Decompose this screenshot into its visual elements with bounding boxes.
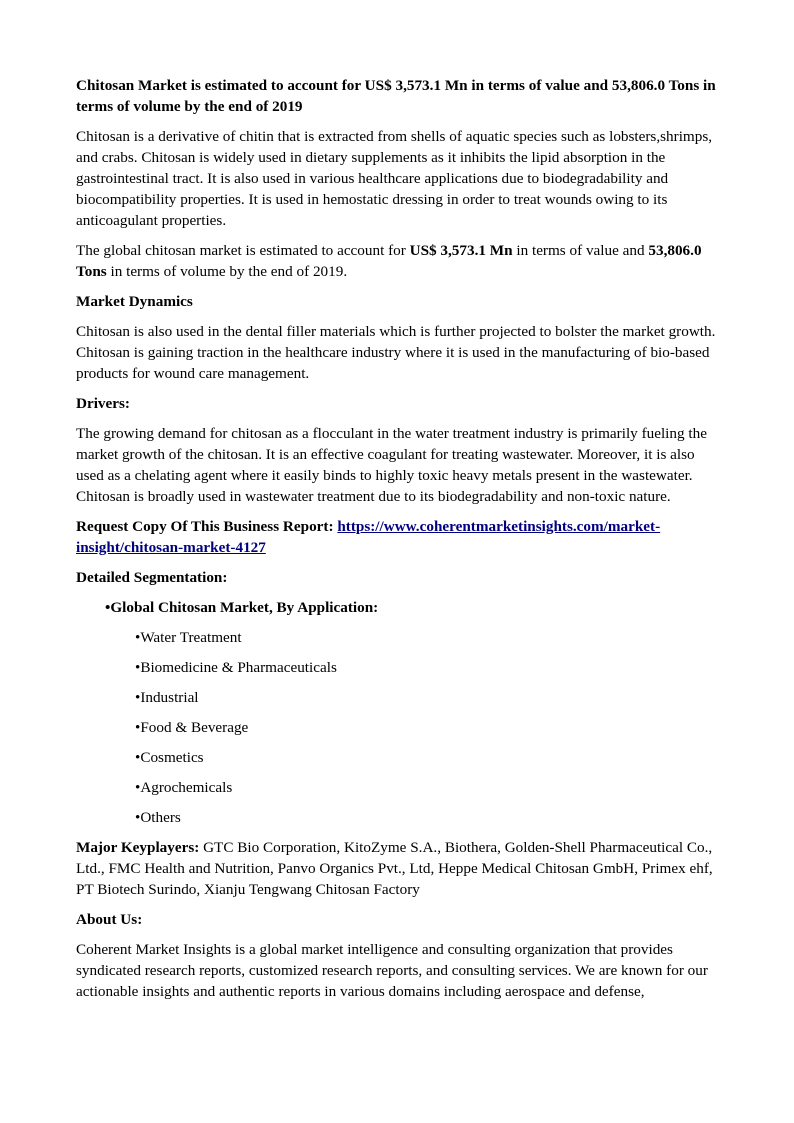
drivers-paragraph: The growing demand for chitosan as a flocculant in the water treatment industry is primarily fueling the market growth of the chitosan. It is an effective coagulant for treating wastewater. Moreover, it is also used as a chelating agent where it easily binds to highly toxic heavy metals present in the wastewater. Chitosan is broadly used in wastewater treatment due to its biodegradability and non-toxic nature. (76, 425, 707, 505)
global-suffix-text: in terms of volume by the end of 2019. (106, 263, 348, 280)
segmentation-item: •Agrochemicals (135, 779, 233, 796)
market-dynamics-paragraph: Chitosan is also used in the dental filler materials which is further projected to bolster the market growth. Chitosan is gaining traction in the healthcare industry where it is used in the manufacturing of bio-based products for wound care management. (76, 323, 716, 382)
global-prefix-text: The global chitosan market is estimated to account for (76, 242, 410, 259)
segmentation-item: •Water Treatment (135, 629, 242, 646)
keyplayers-paragraph (76, 837, 718, 900)
intro-paragraph: Chitosan is a derivative of chitin that is extracted from shells of aquatic species such as lobsters,shrimps, and crabs. Chitosan is widely used in dietary supplements as it inhibits the lipid absorption in the gastrointestinal tract. It is also used in various healthcare applications due to biodegradability and biocompatibility properties. It is used in hemostatic dressing in order to treat wounds owing to its anticoagulant properties. (76, 128, 713, 229)
global-middle-text: in terms of value and (512, 242, 649, 259)
document-page (76, 75, 718, 1011)
about-paragraph: Coherent Market Insights is a global market intelligence and consulting organization that provides syndicated research reports, customized research reports, and consulting services. We are known for our actionable insights and authentic reports in various domains including aerospace and defense, (76, 941, 708, 1000)
segmentation-item: •Cosmetics (135, 749, 204, 766)
keyplayers-label: Major Keyplayers: (76, 839, 200, 856)
segmentation-item: •Biomedicine & Pharmaceuticals (135, 659, 337, 676)
about-heading: About Us: (76, 911, 143, 928)
document-title: Chitosan Market is estimated to account for US$ 3,573.1 Mn in terms of value and 53,806.0 Tons in terms of volume by the end of 2019 (76, 77, 716, 115)
request-copy-label: Request Copy Of This Business Report: (76, 518, 338, 535)
global-market-paragraph (76, 240, 718, 282)
segmentation-group-title: •Global Chitosan Market, By Application: (105, 599, 379, 616)
drivers-heading: Drivers: (76, 395, 130, 412)
global-value-text: US$ 3,573.1 Mn (409, 242, 513, 259)
keyplayers-text: GTC Bio Corporation, KitoZyme S.A., Biothera, Golden-Shell Pharmaceutical Co., Ltd., FMC Health and Nutrition, Panvo Organics Pvt., Ltd, Heppe Medical Chitosan GmbH, Primex ehf, PT Biotech Surindo, Xianju Tengwang Chitosan Factory (76, 839, 713, 898)
global-volume-text: 53,806.0 Tons (76, 242, 702, 280)
segmentation-heading: Detailed Segmentation: (76, 569, 228, 586)
report-link[interactable]: https://www.coherentmarketinsights.com/market-insight/chitosan-market-4127 (76, 518, 661, 556)
market-dynamics-heading: Market Dynamics (76, 293, 193, 310)
segmentation-item: •Industrial (135, 689, 199, 706)
segmentation-item: •Others (135, 809, 181, 826)
request-copy-paragraph (76, 516, 718, 558)
segmentation-item: •Food & Beverage (135, 719, 249, 736)
